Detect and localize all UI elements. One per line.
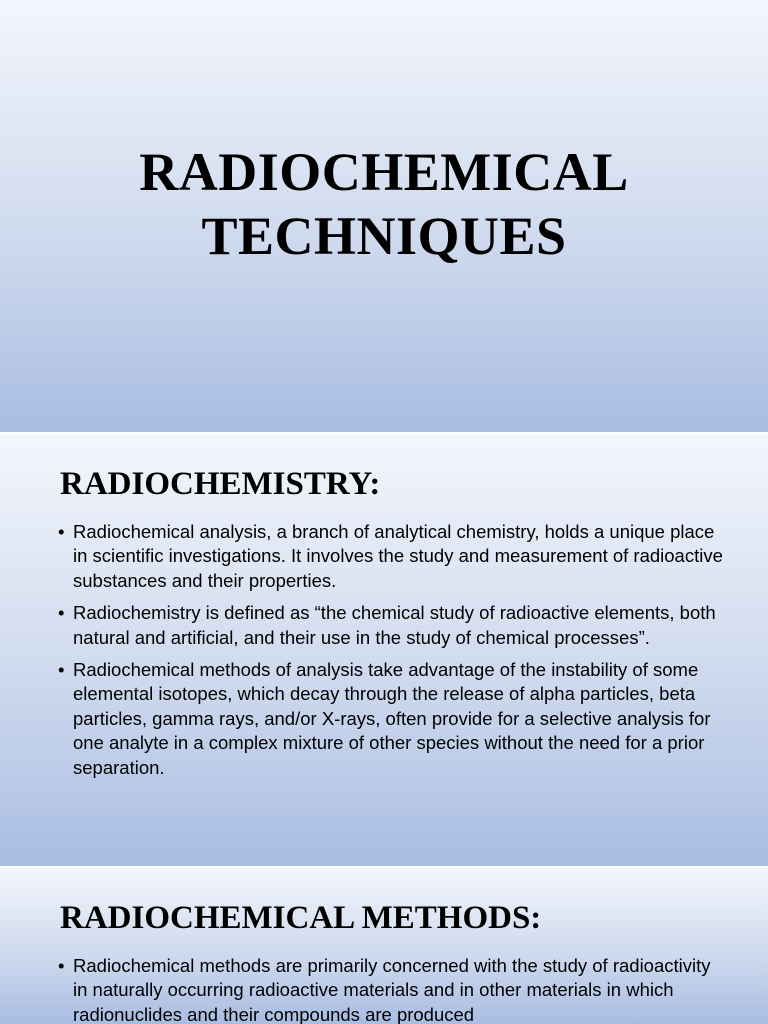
bullet-item: • Radiochemistry is defined as “the chemical study of radioactive elements, both natural and artificial, and their use in the study of chemical processes”. bbox=[58, 601, 724, 650]
presentation-title bbox=[0, 140, 768, 268]
radiochemical-methods-slide bbox=[0, 868, 768, 1024]
radiochemistry-slide bbox=[0, 434, 768, 866]
title-line-2: TECHNIQUES bbox=[201, 206, 567, 266]
bullet-item: • Radiochemical methods are primarily concerned with the study of radioactivity in naturally occurring radioactive materials and in other materials in which radionuclides and their compounds are produced bbox=[58, 954, 724, 1024]
bullet-list bbox=[58, 954, 724, 1024]
title-slide bbox=[0, 0, 768, 432]
slide-heading: RADIOCHEMISTRY: bbox=[60, 466, 381, 502]
bullet-list bbox=[58, 520, 724, 788]
slide-heading: RADIOCHEMICAL METHODS: bbox=[60, 900, 542, 936]
bullet-item: • Radiochemical analysis, a branch of analytical chemistry, holds a unique place in scientific investigations. It involves the study and measurement of radioactive substances and their properties. bbox=[58, 520, 724, 593]
bullet-item: • Radiochemical methods of analysis take advantage of the instability of some elemental isotopes, which decay through the release of alpha particles, beta particles, gamma rays, and/or X-rays, often provide for a selective analysis for one analyte in a complex mixture of other species without the need for a prior separation. bbox=[58, 658, 724, 780]
title-line-1: RADIOCHEMICAL bbox=[139, 142, 629, 202]
